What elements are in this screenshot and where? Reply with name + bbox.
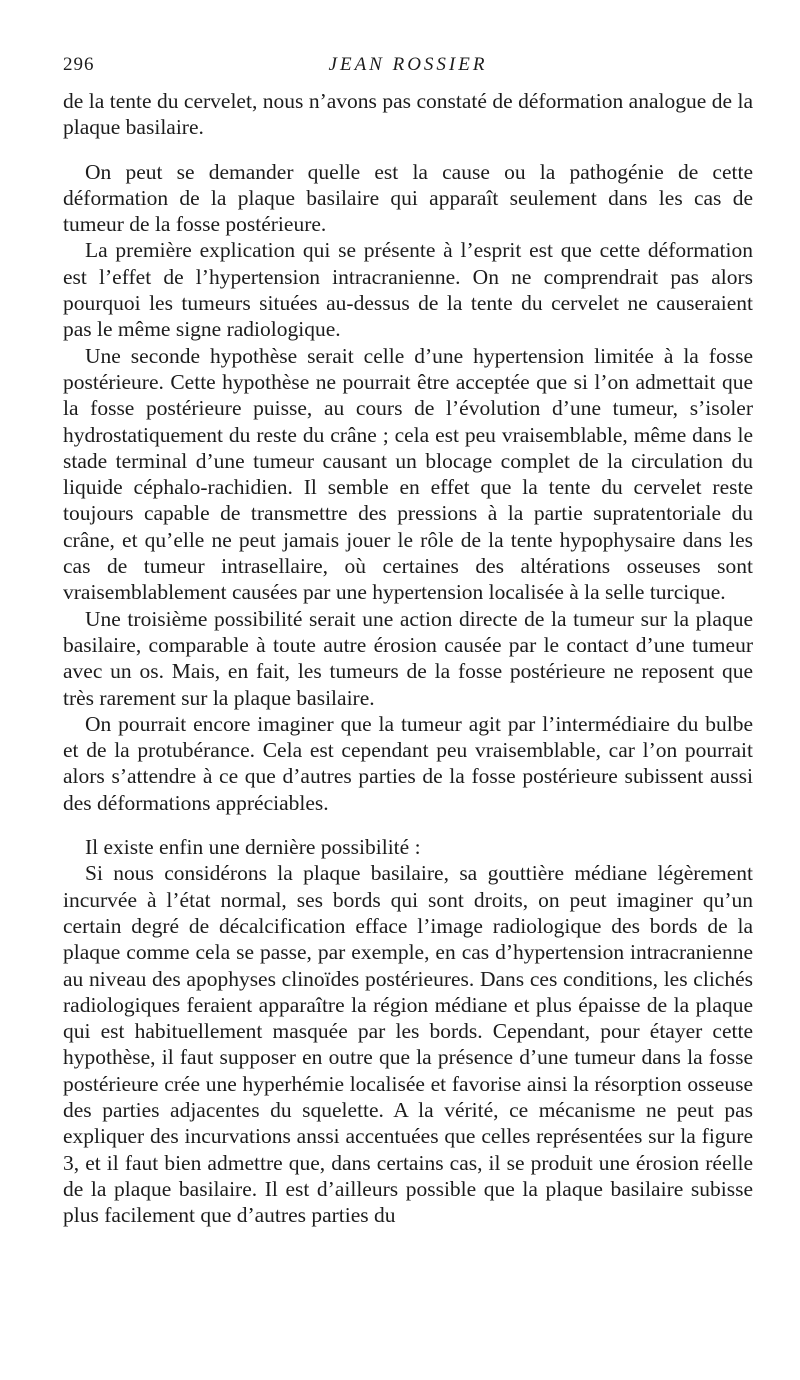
- paragraph: Une seconde hypothèse serait celle d’une hypertension limitée à la fosse postérieure. Cette hypothèse ne pourrait être acceptée que si l’on admettait que la fosse postérieure puisse, au cours de l’évolution d’une tumeur, s’isoler hydrostatiquement du reste du crâne ; cela est peu vraisemblable, même dans le stade terminal d’une tumeur causant un blocage complet de la circulation du liquide céphalo-rachidien. Il semble en effet que la tente du cervelet reste toujours capable de transmettre des pressions à la partie supratentoriale du crâne, et qu’elle ne peut jamais jouer le rôle de la tente hypophysaire dans les cas de tumeur intrasellaire, où certaines des altérations osseuses sont vraisemblablement causées par une hypertension localisée à la selle turcique.: [63, 343, 753, 605]
- page-header: [63, 54, 753, 88]
- paragraph: Une troisième possibilité serait une action directe de la tumeur sur la plaque basilaire, comparable à toute autre érosion causée par le contact d’une tumeur avec un os. Mais, en fait, les tumeurs de la fosse postérieure ne reposent que très rarement sur la plaque basilaire.: [63, 606, 753, 710]
- paragraph: La première explication qui se présente à l’esprit est que cette déformation est l’effet de l’hypertension intracranienne. On ne comprendrait pas alors pourquoi les tumeurs situées au-dessus de la tente du cervelet ne causeraient pas le même signe radiologique.: [63, 238, 753, 342]
- page-number: 296: [63, 54, 95, 75]
- body-text: [63, 88, 753, 1228]
- document-page: [63, 54, 753, 1228]
- paragraph: On pourrait encore imaginer que la tumeur agit par l’intermédiaire du bulbe et de la protubérance. Cela est cependant peu vraisemblable, car l’on pourrait alors s’attendre à ce que d’autres parties de la fosse postérieure subissent aussi des déformations appréciables.: [63, 711, 753, 815]
- paragraph: Si nous considérons la plaque basilaire, sa gouttière médiane légèrement incurvée à l’état normal, ses bords qui sont droits, on peut imaginer qu’un certain degré de décalcification efface l’image radiologique des bords de la plaque comme cela se passe, par exemple, en cas d’hypertension intracranienne au niveau des apophyses clinoïdes postérieures. Dans ces conditions, les clichés radiologiques feraient apparaître la région médiane et plus épaisse de la plaque qui est habituellement masquée par les bords. Cependant, pour étayer cette hypothèse, il faut supposer en outre que la présence d’une tumeur dans la fosse postérieure crée une hyperhémie localisée et favorise ainsi la résorption osseuse des parties adjacentes du squelette. A la vérité, ce mécanisme ne peut pas expliquer des incurvations anssi accentuées que celles représentées sur la figure 3, et il faut bien admettre que, dans certains cas, il se produit une érosion réelle de la plaque basilaire. Il est d’ailleurs possible que la plaque basilaire subisse plus facilement que d’autres parties du: [63, 861, 753, 1228]
- paragraph: On peut se demander quelle est la cause ou la pathogénie de cette déformation de la plaque basilaire qui apparaît seulement dans les cas de tumeur de la fosse postérieure.: [63, 159, 753, 237]
- paragraph: Il existe enfin une dernière possibilité :: [85, 835, 421, 860]
- paragraph: de la tente du cervelet, nous n’avons pas constaté de déformation analogue de la plaque basilaire.: [63, 89, 753, 140]
- running-head: JEAN ROSSIER: [328, 54, 488, 75]
